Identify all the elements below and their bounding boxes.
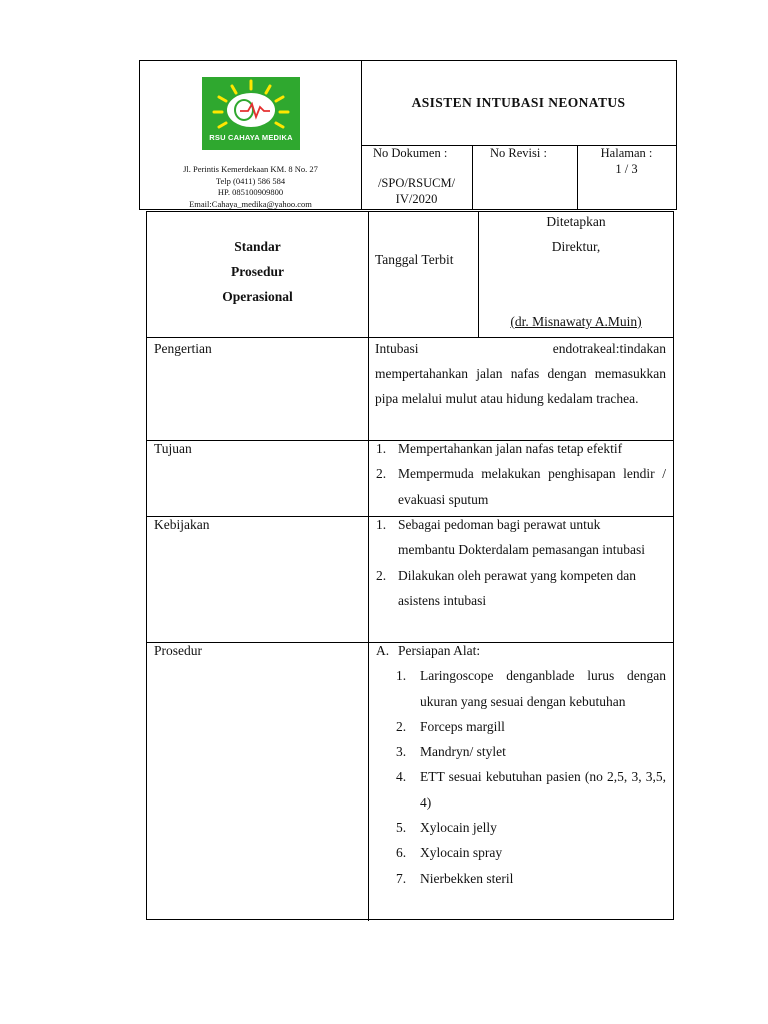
list-item — [368, 764, 666, 815]
tujuan-list — [368, 436, 666, 512]
sop-label-3: Operasional — [222, 289, 293, 304]
list-number: 4. — [396, 769, 407, 785]
list-item — [368, 512, 648, 563]
logo-cell — [140, 61, 362, 209]
hospital-address — [140, 164, 361, 210]
list-number: 2. — [376, 567, 387, 583]
list-item-text: Mempertahankan jalan nafas tetap efektif — [398, 441, 623, 456]
list-number: 3. — [396, 744, 407, 760]
heading-text: Persiapan Alat: — [398, 643, 481, 658]
list-number: 1. — [376, 441, 387, 456]
list-number: 2. — [396, 718, 407, 734]
list-item — [368, 840, 666, 865]
list-item — [368, 739, 666, 764]
sop-label-2: Prosedur — [231, 264, 284, 279]
prosedur-content — [368, 638, 666, 891]
prosedur-list — [368, 663, 666, 891]
kebijakan-list — [368, 512, 648, 613]
list-item-text: Laringoscope denganblade lurus dengan ukuran yang sesuai dengan kebutuhan — [420, 668, 666, 709]
list-number: 1. — [396, 668, 407, 684]
phone-line: Telp (0411) 586 584 — [215, 175, 286, 186]
list-number: 2. — [376, 466, 387, 482]
list-item — [368, 436, 666, 461]
list-item — [368, 461, 666, 512]
doc-number-value — [361, 175, 472, 207]
pengertian-line — [375, 336, 666, 361]
hospital-logo — [202, 77, 300, 150]
doc-number-value-2: IV/2020 — [395, 192, 438, 206]
list-number: 1. — [376, 517, 387, 532]
sop-label-1: Standar — [234, 239, 281, 254]
document-header — [139, 60, 677, 210]
document-title: ASISTEN INTUBASI NEONATUS — [361, 61, 676, 146]
list-item-text: ETT sesuai kebutuhan pasien (no 2,5, 3, 3,5, 4) — [420, 769, 666, 810]
list-item-text: Mandryn/ stylet — [420, 744, 506, 760]
list-item-text: Sebagai pedoman bagi perawat untuk membantu Dokterdalam pemasangan intubasi — [398, 517, 646, 558]
intubasi-word: Intubasi — [375, 341, 419, 356]
list-item-text: Dilakukan oleh perawat yang kompeten dan asistens intubasi — [398, 567, 637, 608]
director-name: (dr. Misnawaty A.Muin) — [510, 314, 642, 329]
list-item — [368, 866, 666, 891]
sop-label — [147, 234, 368, 309]
pengertian-label: Pengertian — [154, 341, 212, 356]
page-label: Halaman : — [600, 146, 653, 160]
revision-label: No Revisi : — [490, 146, 547, 160]
heading-number: A. — [376, 643, 390, 658]
list-item-text: Mempermuda melakukan penghisapan lendir / evakuasi sputum — [398, 466, 666, 507]
list-item — [368, 563, 648, 614]
list-number: 7. — [396, 870, 407, 886]
page-cell — [577, 145, 676, 209]
pengertian-rest: endotrakeal:tindakan — [552, 341, 666, 356]
hospital-name: RSU CAHAYA MEDIKA — [209, 133, 293, 142]
list-number: 6. — [396, 845, 407, 861]
kebijakan-label: Kebijakan — [154, 517, 210, 532]
pengertian-body — [375, 361, 666, 412]
mobile-line: HP. 085100909800 — [217, 187, 284, 197]
list-item — [368, 714, 666, 739]
list-item — [368, 815, 666, 840]
pengertian-continuation: mempertahankan jalan nafas dengan memasukkan pipa melalui mulut atau hidung kedalam trachea. — [375, 366, 666, 407]
doc-number-cell — [361, 145, 473, 209]
approved-label: Ditetapkan — [546, 214, 606, 229]
issue-date-label: Tanggal Terbit — [375, 252, 454, 267]
sop-table — [146, 211, 674, 920]
list-item-text: Nierbekken steril — [420, 870, 514, 886]
doc-number-value-1: /SPO/RSUCM/ — [377, 176, 456, 190]
list-item — [368, 663, 666, 714]
approval-block — [478, 209, 674, 260]
email-line: Email:Cahaya_medika@yahoo.com — [189, 198, 312, 209]
list-item-text: Xylocain spray — [420, 845, 503, 861]
doc-number-label: No Dokumen : — [373, 146, 448, 160]
list-number: 5. — [396, 820, 407, 836]
tujuan-label: Tujuan — [154, 441, 192, 456]
prosedur-label: Prosedur — [154, 643, 202, 658]
revision-cell — [472, 145, 578, 209]
list-item-text: Xylocain jelly — [420, 820, 497, 836]
list-item-text: Forceps margill — [420, 718, 505, 734]
page-value: 1 / 3 — [615, 162, 638, 176]
pengertian-text — [375, 336, 666, 361]
director-label: Direktur, — [551, 239, 601, 255]
prosedur-heading — [368, 638, 666, 663]
address-line: Jl. Perintis Kemerdekaan KM. 8 No. 27 — [183, 164, 318, 174]
